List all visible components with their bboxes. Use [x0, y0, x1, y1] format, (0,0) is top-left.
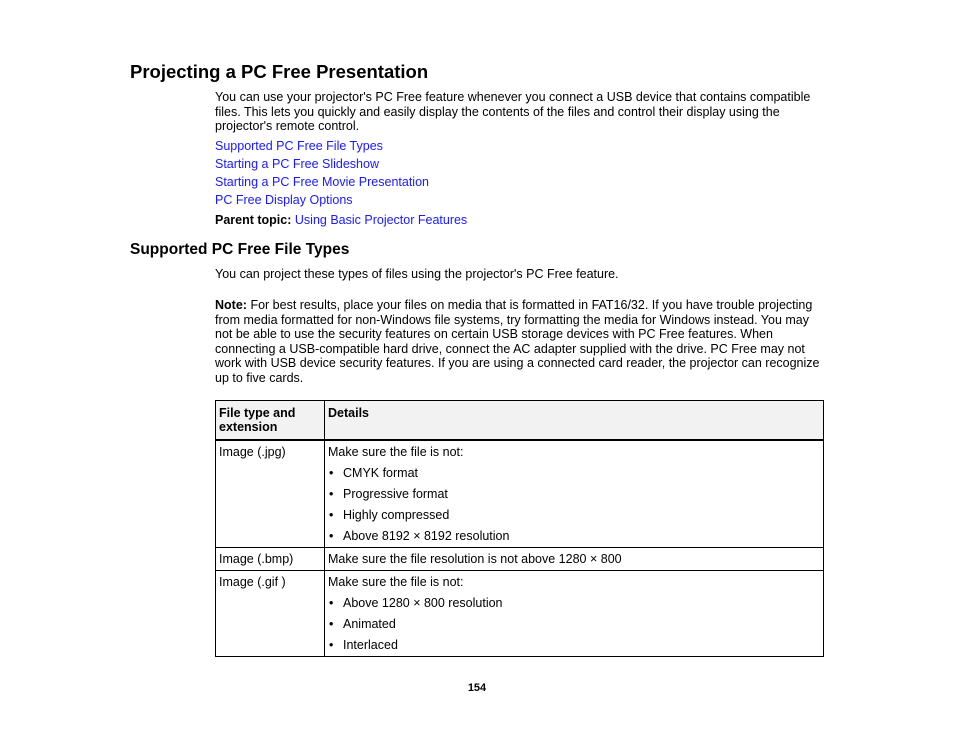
table-row [216, 548, 824, 571]
list-item: • Highly compressed [329, 508, 450, 522]
details-cell [325, 440, 824, 548]
bullet-icon: • [329, 529, 334, 543]
bullet-icon: • [329, 638, 334, 652]
file-type-text: Image (.gif ) [219, 575, 286, 589]
details-cell [325, 571, 824, 657]
parent-topic [215, 213, 467, 227]
bullet-list [328, 466, 820, 543]
list-item: • CMYK format [329, 466, 419, 480]
file-type-cell [216, 548, 325, 571]
link-display-options[interactable]: PC Free Display Options [215, 193, 353, 207]
note-text: For best results, place your files on media that is formatted in FAT16/32. If you have trouble projecting from media formatted for non-Windows file systems, try formatting the media for Windows instead. You may not be able to use the security features on certain USB storage devices with PC Free features. When connecting a USB-compatible hard drive, connect the AC adapter supplied with the drive. PC Free may not work with USB device security features. If you are using a connected card reader, the projector can recognize up to five cards. [215, 298, 820, 385]
section-intro: You can project these types of files using the projector's PC Free feature. [215, 267, 619, 281]
section-heading: Supported PC Free File Types [130, 241, 350, 258]
bullet-icon: • [329, 617, 334, 631]
bullet-icon: • [329, 466, 334, 480]
link-starting-slideshow[interactable]: Starting a PC Free Slideshow [215, 157, 379, 171]
link-supported-file-types[interactable]: Supported PC Free File Types [215, 139, 383, 153]
note-paragraph [215, 298, 825, 386]
file-type-text: Image (.jpg) [219, 445, 286, 459]
page-number: 154 [467, 682, 487, 694]
page-title: Projecting a PC Free Presentation [130, 61, 429, 82]
header-details: Details [325, 401, 824, 441]
file-types-table [215, 400, 824, 657]
parent-topic-link[interactable]: Using Basic Projector Features [294, 213, 468, 227]
bullet-icon: • [329, 508, 334, 522]
details-text: Make sure the file is not: [328, 575, 464, 589]
table-row [216, 571, 824, 657]
table-row [216, 440, 824, 548]
file-type-cell [216, 440, 325, 548]
details-cell [325, 548, 824, 571]
header-file-type: File type and extension [216, 401, 325, 441]
list-item: • Progressive format [329, 487, 448, 501]
file-type-text: Image (.bmp) [219, 552, 294, 566]
note-label: Note: [215, 298, 247, 312]
bullet-icon: • [329, 596, 334, 610]
details-text: Make sure the file resolution is not above 1280 × 800 [328, 552, 622, 566]
intro-paragraph: You can use your projector's PC Free feature whenever you connect a USB device that contains compatible files. This lets you quickly and easily display the contents of the files and control their display using the projector's remote control. [215, 90, 811, 134]
file-type-cell [216, 571, 325, 657]
list-item: • Interlaced [329, 638, 398, 652]
link-starting-movie-presentation[interactable]: Starting a PC Free Movie Presentation [215, 175, 429, 189]
details-text: Make sure the file is not: [328, 445, 464, 459]
list-item: • Above 8192 × 8192 resolution [329, 529, 510, 543]
bullet-list [328, 596, 820, 652]
bullet-icon: • [329, 487, 334, 501]
list-item: • Animated [329, 617, 396, 631]
table-header-row [216, 401, 824, 441]
parent-topic-label: Parent topic: [215, 213, 292, 227]
list-item: • Above 1280 × 800 resolution [329, 596, 503, 610]
